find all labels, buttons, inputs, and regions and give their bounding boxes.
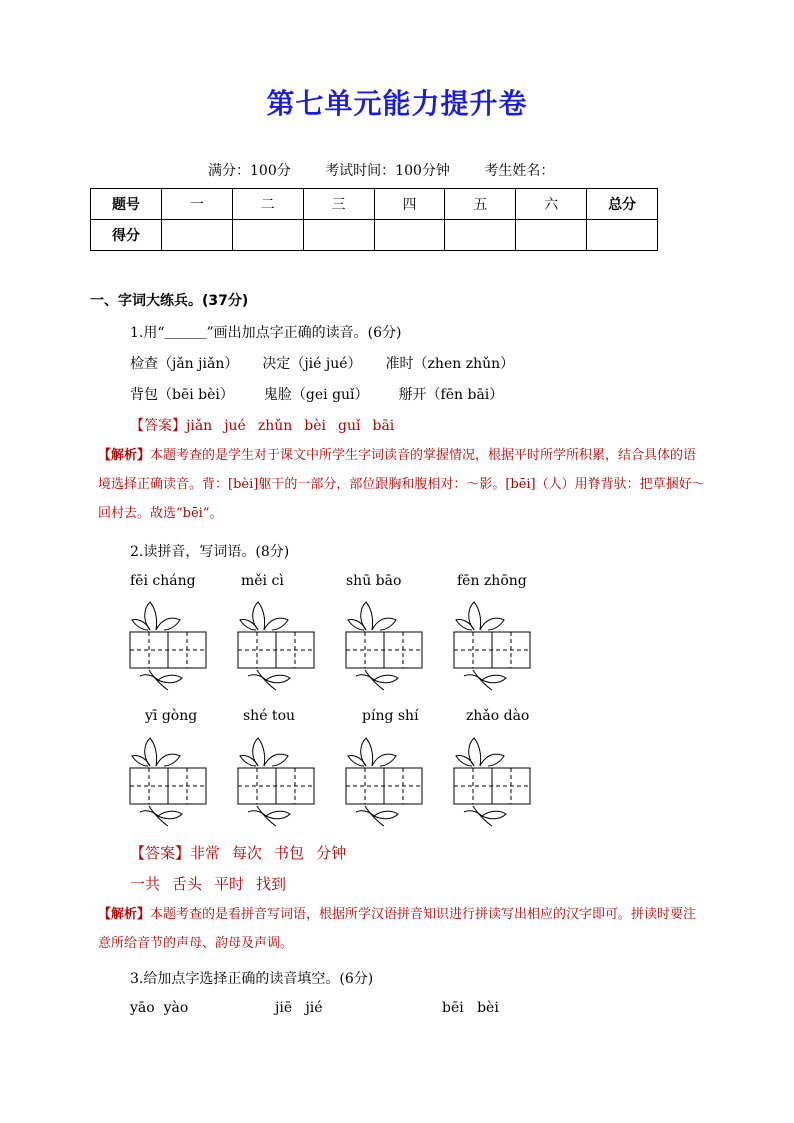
question-2-answer-line-2 [130, 873, 298, 894]
pinyin-label: shū bāo [346, 573, 402, 589]
table-cell: 总分 [587, 189, 658, 220]
question-1-prompt: 1.用“＿＿＿”画出加点字正确的读音。(6分) [130, 325, 402, 341]
table-cell: 四 [374, 189, 445, 220]
answer-item: 非常 [190, 844, 221, 862]
explain-text: 本题考查的是看拼音写词语，根据所学汉语拼音知识进行拼读写出相应的汉字即可。拼读时要注意所给音节的声母、韵母及声调。 [98, 907, 697, 951]
answer-item: zhǔn [257, 418, 293, 434]
score-table-header-row [91, 189, 658, 220]
question-1-explanation [98, 441, 708, 528]
answer-item: bèi [304, 418, 327, 434]
exam-meta [208, 160, 584, 180]
pinyin-label: píng shí [362, 708, 419, 724]
answer-values [190, 844, 358, 862]
choice-item: 鬼脸（gei guǐ） [263, 387, 369, 403]
answer-values [186, 418, 406, 434]
pinyin-label: fēn zhōng [457, 573, 527, 589]
writing-grid[interactable] [236, 736, 318, 828]
table-cell: 得分 [91, 220, 162, 251]
pinyin-label: yī gòng [145, 708, 198, 724]
exam-time: 考试时间：100分钟 [325, 163, 450, 179]
full-score: 满分：100分 [208, 163, 291, 179]
answer-item: 分钟 [316, 844, 347, 862]
explain-text: 本题考查的是学生对于课文中所学生字词读音的掌握情况，根据平时所学所积累，结合具体的语境选择正确读音。背：[bèi]躯干的一部分，部位跟胸和腹相对：～影。[bēi]（人）用脊背驮：把草捆好～回村去。故选“bēi”。 [98, 448, 705, 521]
answer-item: 平时 [214, 875, 245, 893]
explain-tag: 【解析】 [98, 907, 151, 922]
pinyin-option: bēi bèi [442, 1000, 499, 1016]
choice-item: 决定（jié jué） [262, 356, 362, 372]
choice-item: 准时（zhen zhǔn） [385, 356, 515, 372]
table-cell: 二 [232, 189, 303, 220]
question-2-prompt: 2.读拼音，写词语。(8分) [130, 544, 290, 560]
question-1-line-2 [130, 384, 503, 404]
writing-grid[interactable] [236, 600, 318, 692]
answer-item: jiǎn [186, 418, 213, 434]
writing-grid[interactable] [128, 736, 210, 828]
explain-tag: 【解析】 [98, 448, 151, 463]
score-input-cell[interactable] [303, 220, 374, 251]
pinyin-label: shé tou [243, 708, 296, 724]
writing-grid[interactable] [344, 736, 426, 828]
score-input-cell[interactable] [445, 220, 516, 251]
score-input-cell[interactable] [587, 220, 658, 251]
writing-grid[interactable] [452, 736, 534, 828]
score-input-cell[interactable] [232, 220, 303, 251]
writing-grid[interactable] [128, 600, 210, 692]
answer-item: 舌头 [172, 875, 203, 893]
score-table-score-row [91, 220, 658, 251]
table-cell: 六 [516, 189, 587, 220]
answer-item: 书包 [274, 844, 305, 862]
score-input-cell[interactable] [161, 220, 232, 251]
choice-item: 掰开（fēn bāi） [398, 387, 504, 403]
answer-tag: 【答案】 [130, 844, 191, 862]
question-1-answer [130, 415, 406, 435]
question-3-prompt: 3.给加点字选择正确的读音填空。(6分) [130, 971, 374, 987]
page-title: 第七单元能力提升卷 [266, 87, 528, 120]
score-table [90, 188, 658, 251]
table-cell: 一 [161, 189, 232, 220]
table-cell: 题号 [91, 189, 162, 220]
answer-tag: 【答案】 [130, 418, 186, 434]
table-cell: 三 [303, 189, 374, 220]
pinyin-option: jiē jié [275, 1000, 323, 1016]
answer-item: bāi [372, 418, 395, 434]
pinyin-label: zhǎo dào [466, 708, 530, 724]
score-input-cell[interactable] [516, 220, 587, 251]
pinyin-label: fēi cháng [130, 573, 196, 589]
writing-grid[interactable] [452, 600, 534, 692]
choice-item: 背包（bēi bèi） [130, 387, 234, 403]
choice-item: 检查（jǎn jiǎn） [130, 356, 239, 372]
score-input-cell[interactable] [374, 220, 445, 251]
writing-grid[interactable] [344, 600, 426, 692]
answer-item: 一共 [130, 875, 161, 893]
pinyin-label: měi cì [241, 573, 284, 589]
answer-item: 找到 [256, 875, 287, 893]
answer-item: guǐ [338, 418, 361, 434]
answer-item: 每次 [232, 844, 263, 862]
section-heading: 一、字词大练兵。(37分) [90, 293, 249, 309]
answer-item: jué [224, 418, 246, 434]
table-cell: 五 [445, 189, 516, 220]
question-2-explanation [98, 900, 708, 958]
question-1-line-1 [130, 353, 514, 373]
pinyin-option: yāo yào [130, 1000, 189, 1016]
question-2-answer [130, 842, 358, 863]
student-name-label: 考生姓名： [484, 163, 555, 179]
